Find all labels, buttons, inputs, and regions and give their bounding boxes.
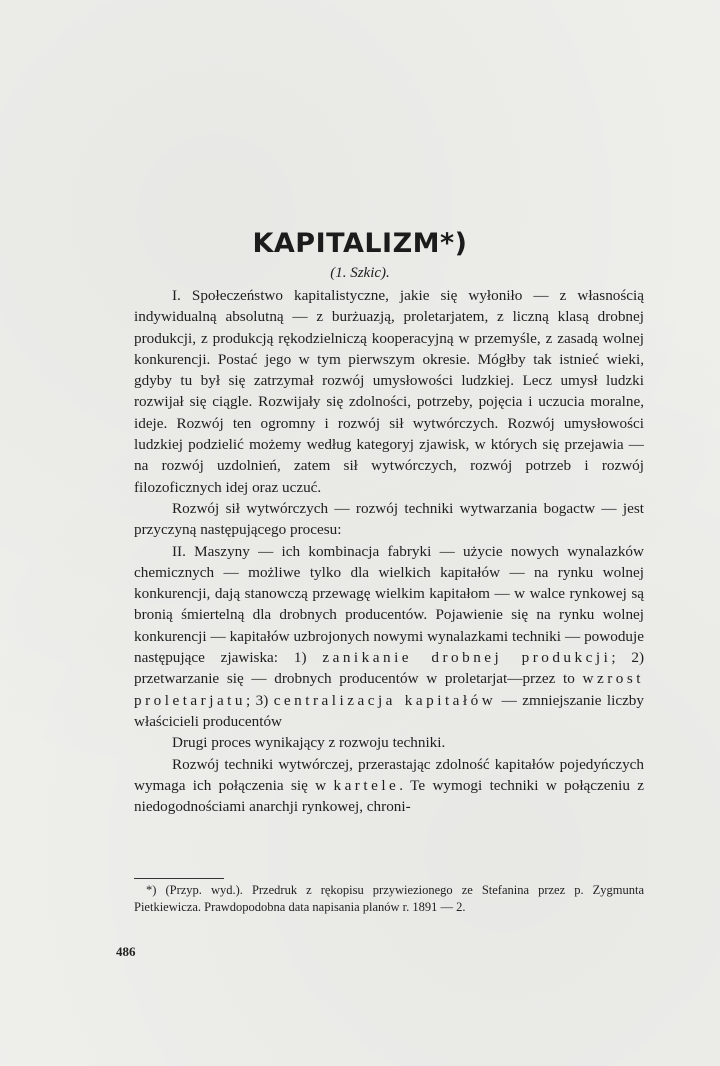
paragraph-1: I. Społeczeństwo kapitalistyczne, jakie się wyłoniło — z własnością indywidualną absolutną — z burżuazją, proletarjatem, z liczną klasą drobnej produkcji, z produkcją rękodzielniczą kooperacyjną w przemyśle, z zasadą wolnej konkurencji. Postać jego w tym pierwszym okresie. Mógłby tak istnieć wieki, gdyby tu był się zatrzymał rozwój umysłowości ludzkiej. Lecz umysł ludzki rozwijał się ciągle. Rozwijały się zdolności, potrzeby, pojęcia i uczucia moralne, ideje. Rozwój ten ogromny i rozwój sił wytwórczych. Rozwój umysłowości ludzkiej podzielić możemy według kategoryj zjawisk, w których się przejawia — na rozwój uzdolnień, zatem sił wytwórczych, rozwój potrzeb i rozwój filozoficznych idej oraz uczuć.	[134, 287, 644, 496]
spaced-term-kartele: kartele	[333, 776, 400, 794]
chapter-title: KAPITALIZM*)	[252, 228, 468, 259]
paragraph-5	[134, 754, 644, 818]
paragraph-3	[134, 541, 644, 733]
paragraph-3-text-a: II. Maszyny — ich kombinacja fabryki — użycie nowych wynalazków chemicznych — możliwe tylko dla wielkich kapitałów — na rynku wolnej konkurencji, dają stanowczą przewagę wielkim kapitałom — w walce rynkowej są bronią śmiertelną dla drobnych producentów. Pojawienie się na rynku wolnej konkurencji — kapitałów uzbrojonych nowymi wynalazkami techniki — powoduje następujące zjawiska: 1)	[134, 542, 644, 667]
footnote-rule	[134, 878, 224, 879]
paragraph-3-text-c: ; 3)	[246, 691, 269, 709]
footnote: *) (Przyp. wyd.). Przedruk z rękopisu przywiezionego ze Stefanina przez p. Zygmunta Pietkiewicza. Prawdopodobna data napisania planów r. 1891 — 2.	[134, 883, 644, 914]
page-number: 486	[116, 944, 136, 959]
paragraph-4: Drugi proces wynikający z rozwoju techniki.	[172, 734, 446, 752]
spaced-term-centralizacja: centralizacja kapitałów	[273, 691, 497, 709]
paragraph-5-text-a: Rozwój techniki wytwórczej, przerastając zdolność kapitałów pojedyńczych wymaga ich połączenia się w	[134, 755, 644, 794]
paragraph-5-text-b: . Te wymogi techniki w połączeniu z niedogodnościami anarchji rynkowej, chroni-	[134, 776, 644, 816]
chapter-subtitle: (1. Szkic).	[330, 265, 390, 281]
paragraph-3-text-d: — zmniejszanie liczby właścicieli producentów	[134, 691, 644, 730]
spaced-term-wzrost: wzrost proletarjatu	[134, 670, 644, 709]
paragraph-3-text-b: ; 2) przetwarzanie się — drobnych producentów w proletarjat—przez to	[134, 649, 645, 688]
spaced-term-zanikanie: zanikanie drobnej produkcji	[322, 649, 612, 667]
paragraph-2: Rozwój sił wytwórczych — rozwój techniki wytwarzania bogactw — jest przyczyną następującego procesu:	[134, 499, 644, 539]
body-text	[134, 285, 644, 817]
